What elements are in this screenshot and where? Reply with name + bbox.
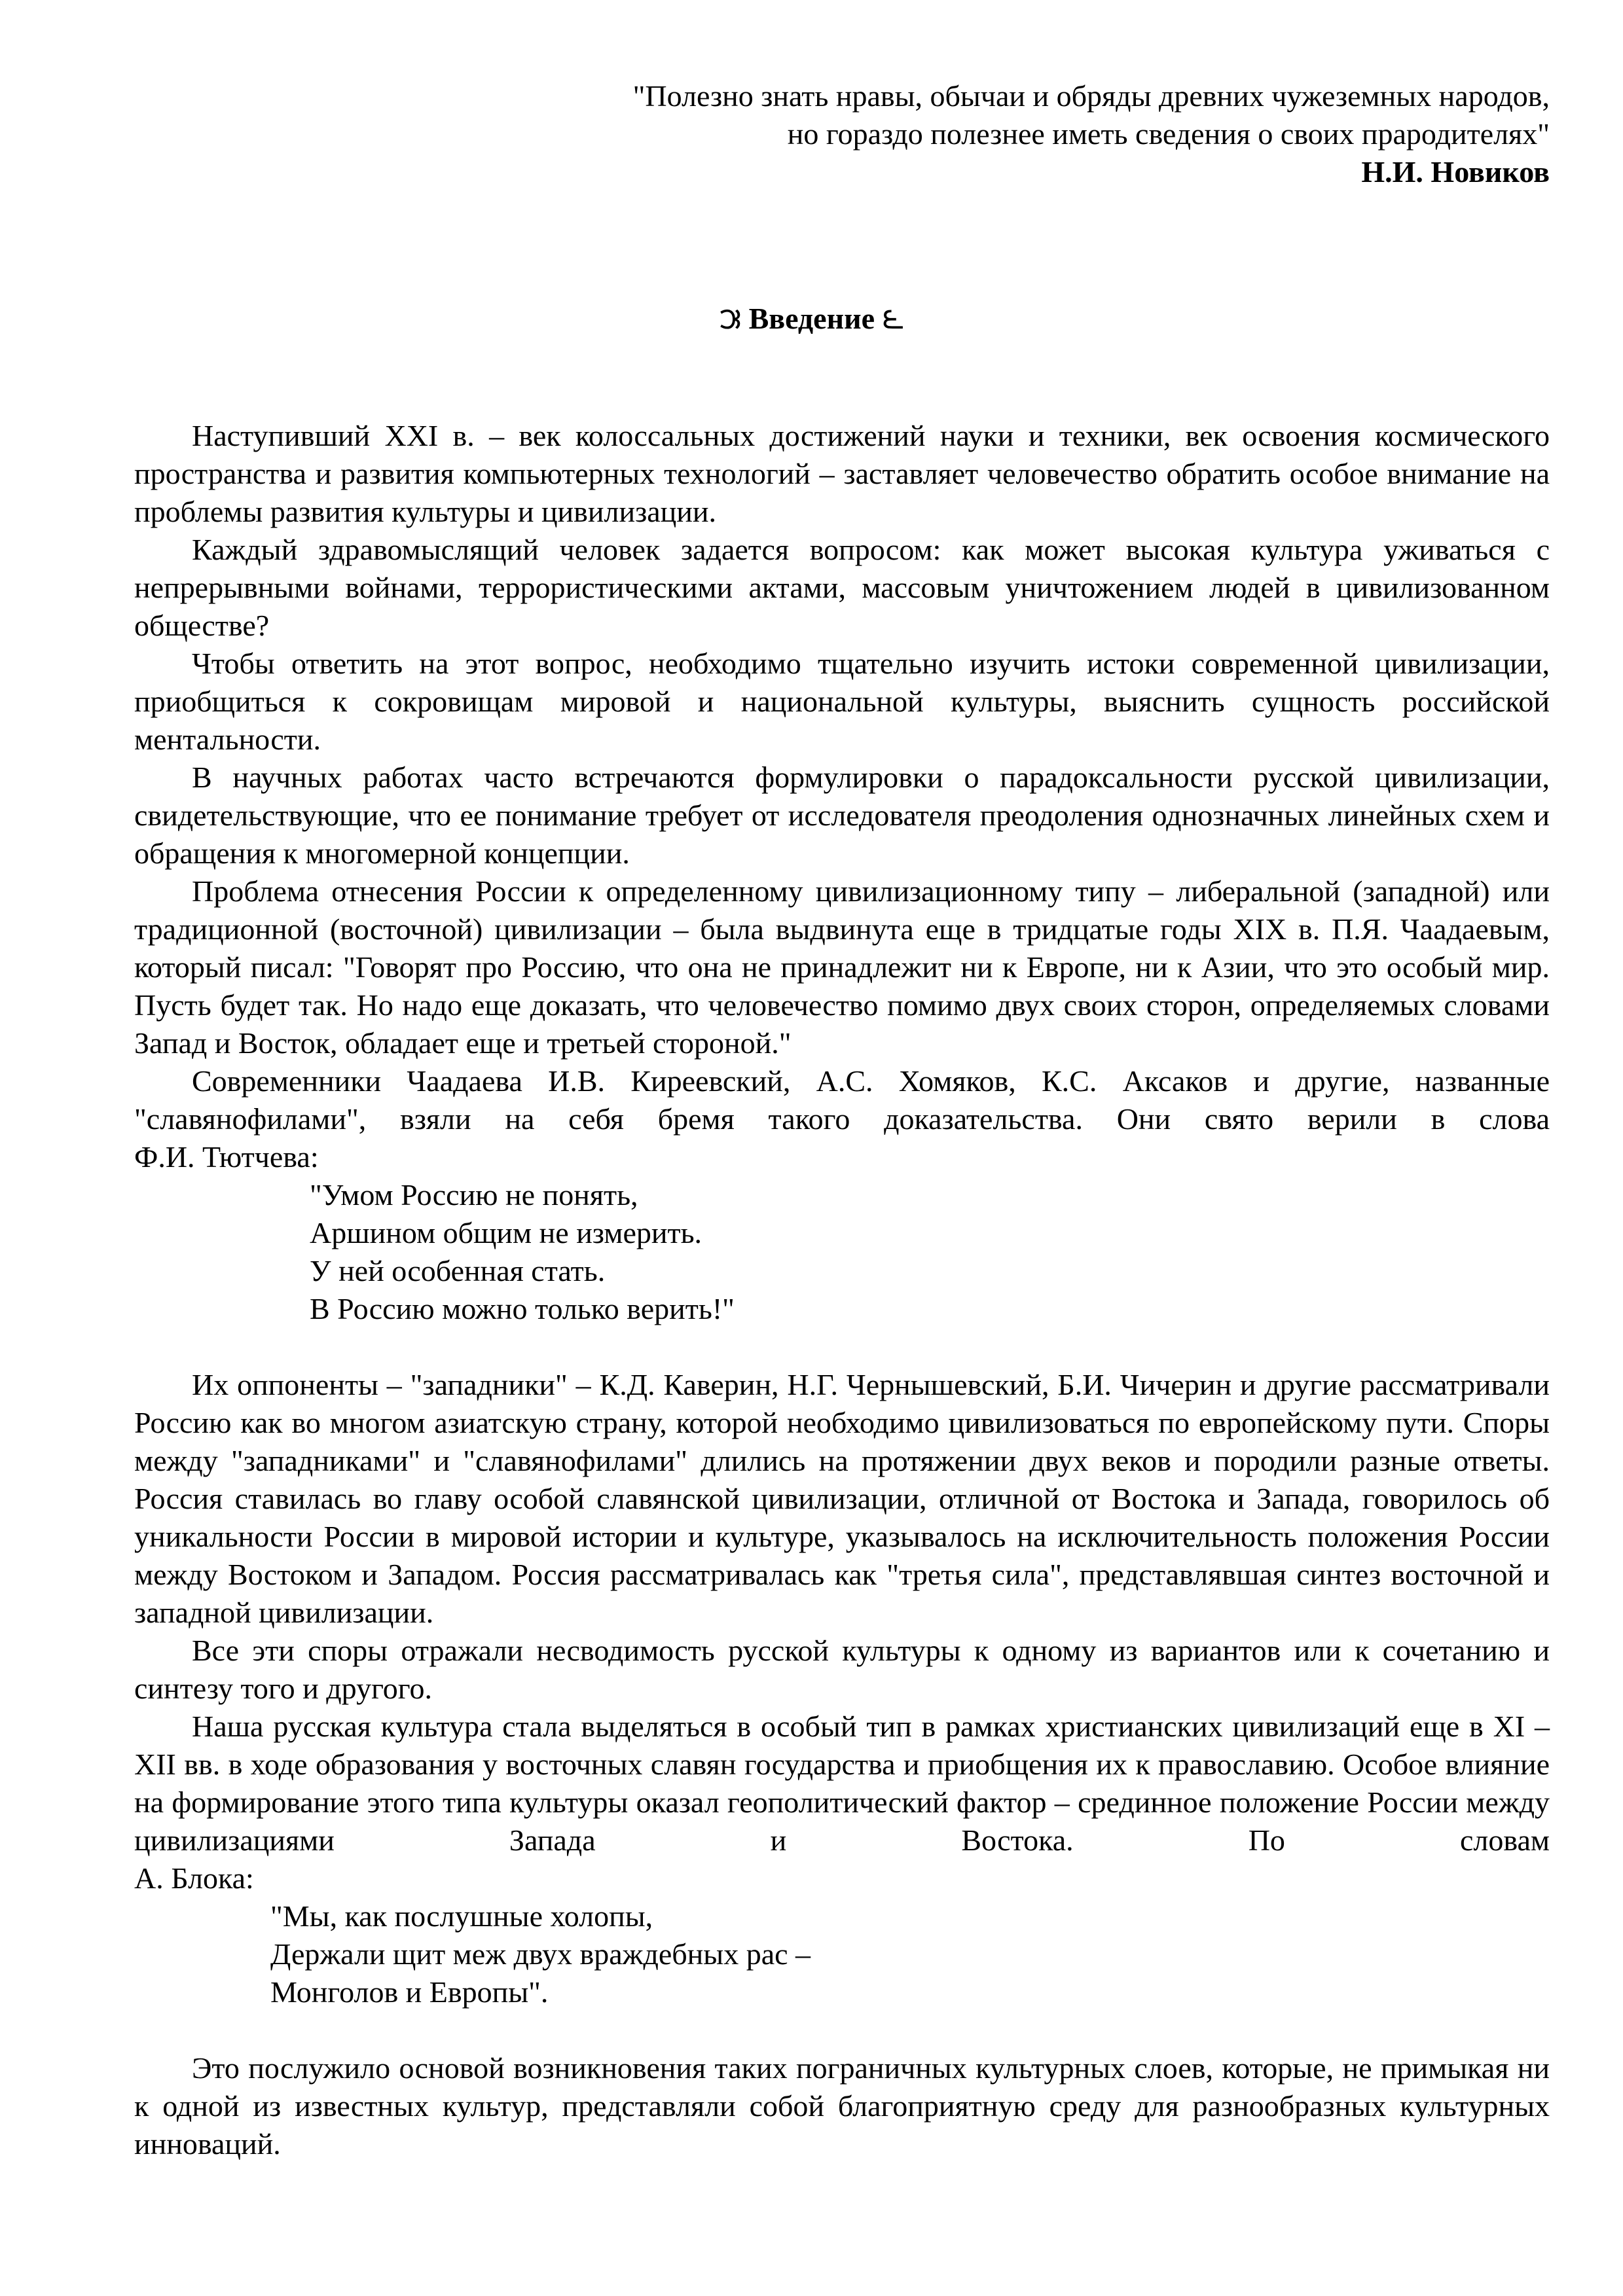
paragraph-1: Наступивший XXI в. – век колоссальных достижений науки и техники, век освоения космического пространства и развития компьютерных технологий – заставляет человечество обратить особое внимание на проблемы развития культуры и цивилизации. bbox=[134, 419, 1550, 528]
epigraph bbox=[452, 77, 1550, 191]
ornament-left-icon: ౫ bbox=[720, 302, 742, 335]
poem-line: "Умом Россию не понять, bbox=[310, 1178, 638, 1211]
epigraph-quote-line-2: но гораздо полезнее иметь сведения о своих прародителях" bbox=[787, 117, 1550, 151]
spacer bbox=[134, 1328, 1550, 1366]
section-title-text: Введение bbox=[748, 302, 875, 335]
paragraph-6: Современники Чаадаева И.В. Киреевский, А.С. Хомяков, К.С. Аксаков и другие, названные "славянофилами", взяли на себя бремя такого доказательства. Они свято верили в слова bbox=[134, 1064, 1550, 1136]
document-body bbox=[134, 417, 1550, 2163]
poem-line: "Мы, как послушные холопы, bbox=[270, 1899, 653, 1933]
poem-blok bbox=[134, 1897, 1550, 2011]
paragraph-5: Проблема отнесения России к определенному цивилизационному типу – либеральной (западной) или традиционной (восточной) цивилизации – была выдвинута еще в тридцатые годы XIX в. П.Я. Чаадаевым, который писал: "Говорят про Россию, что она не принадлежит ни к Европе, ни к Азии, что это особый мир. Пусть будет так. Но надо еще доказать, что человечество помимо двух своих сторон, определяемых словами Запад и Восток, обладает еще и третьей стороной." bbox=[134, 874, 1550, 1060]
paragraph-4: В научных работах часто встречаются формулировки о парадоксальности русской цивилизации, свидетельствующие, что ее понимание требует от исследователя преодоления однозначных линейных схем и обращения к многомерной концепции. bbox=[134, 761, 1550, 870]
poem-line: В Россию можно только верить!" bbox=[310, 1292, 735, 1325]
paragraph-9-end: А. Блока: bbox=[134, 1861, 254, 1895]
paragraph-6-end: Ф.И. Тютчева: bbox=[134, 1140, 319, 1174]
paragraph-7: Их оппоненты – "западники" – К.Д. Каверин, Н.Г. Чернышевский, Б.И. Чичерин и другие рассматривали Россию как во многом азиатскую страну, которой необходимо цивилизоваться по европейскому пути. Споры между "западниками" и "славянофилами" длились на протяжении двух веков и породили разные ответы. Россия ставилась во главу особой славянской цивилизации, отличной от Востока и Запада, говорилось об уникальности России в мировой истории и культуре, указывалось на исключительность положения России между Востоком и Западом. Россия рассматривалась как "третья сила", представлявшая синтез восточной и западной цивилизации. bbox=[134, 1368, 1550, 1629]
paragraph-3: Чтобы ответить на этот вопрос, необходимо тщательно изучить истоки современной цивилизации, приобщиться к сокровищам мировой и национальной культуры, выяснить сущность российской ментальности. bbox=[134, 647, 1550, 756]
poem-line: Аршином общим не измерить. bbox=[310, 1216, 702, 1249]
epigraph-quote-line-1: "Полезно знать нравы, обычаи и обряды древних чужеземных народов, bbox=[632, 79, 1550, 113]
poem-line: Монголов и Европы". bbox=[270, 1975, 549, 2009]
poem-line: У ней особенная стать. bbox=[310, 1254, 606, 1287]
poem-tyutchev bbox=[134, 1176, 1550, 1328]
section-title bbox=[0, 300, 1623, 338]
paragraph-9: Наша русская культура стала выделяться в особый тип в рамках христианских цивилизаций еще в XI – XII вв. в ходе образования у восточных славян государства и приобщения их к православию. Особое влияние на формирование этого типа культуры оказал геополитический фактор – срединное положение России между цивилизациями Запада и Востока. По словам bbox=[134, 1710, 1550, 1857]
paragraph-10: Это послужило основой возникновения таких пограничных культурных слоев, которые, не примыкая ни к одной из известных культур, представляли собой благоприятную среду для разнообразных культурных инноваций. bbox=[134, 2051, 1550, 2161]
epigraph-author: Н.И. Новиков bbox=[1361, 155, 1550, 188]
poem-line: Держали щит меж двух враждебных рас – bbox=[270, 1937, 811, 1971]
paragraph-8: Все эти споры отражали несводимость русской культуры к одному из вариантов или к сочетанию и синтезу того и другого. bbox=[134, 1634, 1550, 1705]
paragraph-2: Каждый здравомыслящий человек задается вопросом: как может высокая культура уживаться с непрерывными войнами, террористическими актами, массовым уничтожением людей в цивилизованном обществе? bbox=[134, 533, 1550, 642]
spacer bbox=[134, 2011, 1550, 2049]
ornament-right-icon: ౬ bbox=[882, 302, 903, 335]
